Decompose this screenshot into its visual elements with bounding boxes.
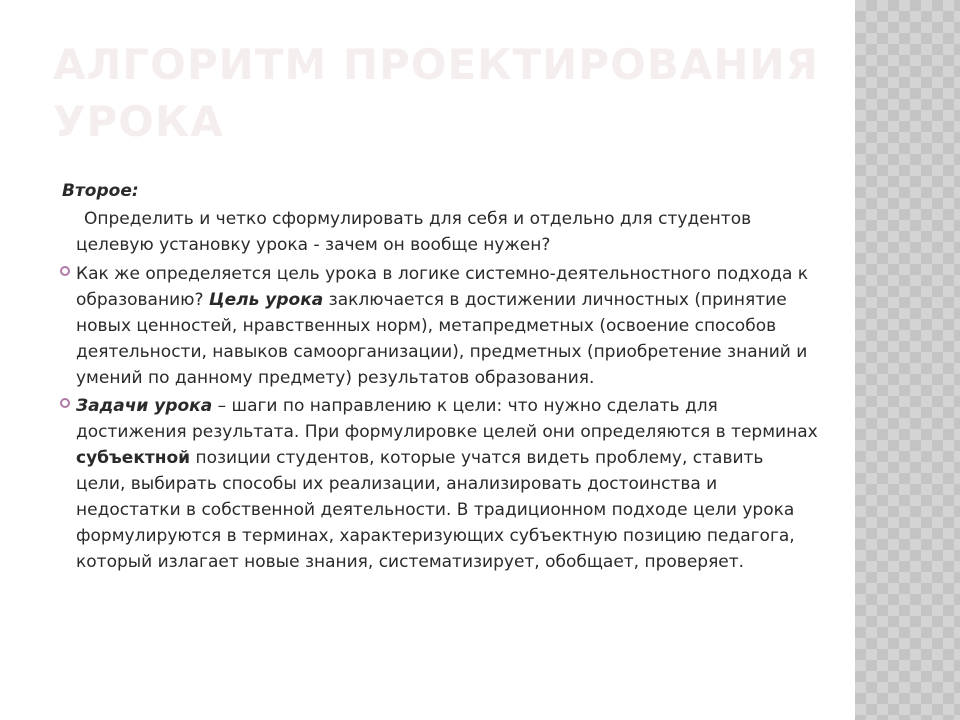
bullet-tasks-bold: субъектной: [76, 448, 191, 468]
circle-bullet-icon: [60, 266, 70, 276]
bullet-tasks-emphasis: Задачи урока: [76, 396, 213, 416]
circle-bullet-icon: [60, 398, 70, 408]
bullet-item-tasks: [76, 393, 818, 575]
bullet-goal-text-1: Как же определяется цель урока в логике системно-деятельностного подхода к образованию?: [76, 264, 809, 310]
bullet-item-goal: [76, 261, 818, 391]
intro-paragraph: Определить и четко сформулировать для себя и отдельно для студентов целевую установку урока - зачем он вообще нужен?: [76, 209, 752, 255]
bullet-tasks-text-1: – шаги по направлению к цели: что нужно сделать для достижения результата. При формулировке целей они определяются в терминах: [76, 396, 818, 442]
decorative-side-pattern: [855, 0, 960, 720]
slide-title: АЛГОРИТМ ПРОЕКТИРОВАНИЯ УРОКА: [53, 40, 819, 146]
bullet-goal-emphasis: Цель урока: [208, 290, 324, 310]
slide-content: [58, 178, 818, 577]
bullet-goal-text-2: заключается в достижении личностных (принятие новых ценностей, нравственных норм), метапредметных (освоение способов деятельности, навыков самоорганизации), предметных (приобретение знаний и умений по данному предмету) результатов образования.: [76, 290, 808, 388]
bullet-tasks-text-2: позиции студентов, которые учатся видеть проблему, ставить цели, выбирать способы их реализации, анализировать достоинства и недостатки в собственной деятельности. В традиционном подходе цели урока формулируются в терминах, характеризующих субъектную позицию педагога, который излагает новые знания, систематизирует, обобщает, проверяет.: [76, 448, 795, 572]
subheading: Второе:: [62, 181, 139, 201]
